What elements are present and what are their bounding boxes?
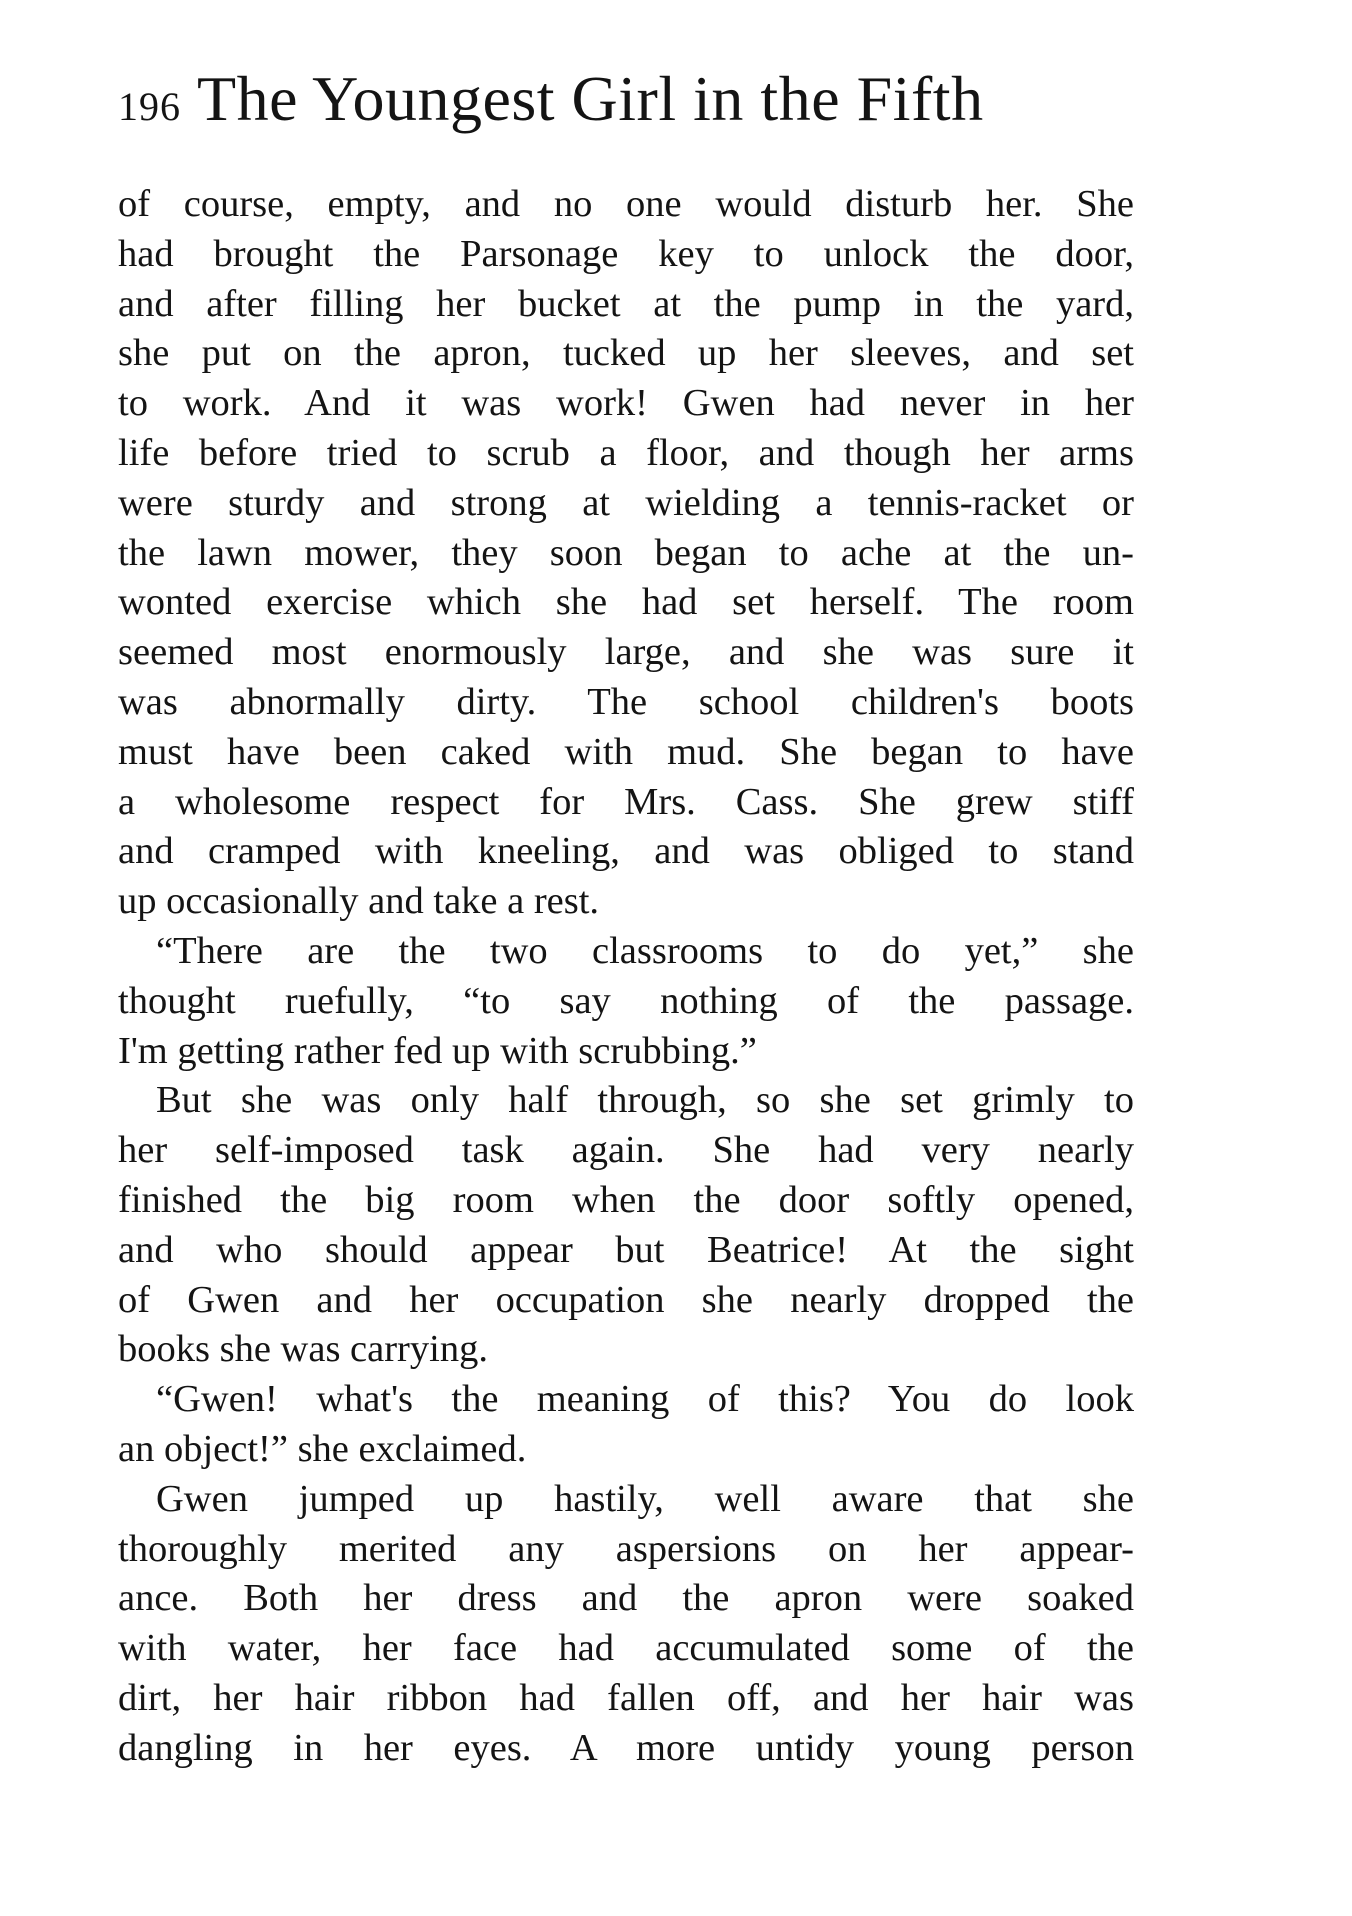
text-line: wonted exercise which she had set herself. The room (118, 581, 1134, 624)
text-line: her self-imposed task again. She had very nearly (118, 1129, 1134, 1172)
text-line: Gwen jumped up hastily, well aware that she (156, 1477, 1134, 1520)
text-line: a wholesome respect for Mrs. Cass. She grew stiff (118, 780, 1134, 823)
text-line: of course, empty, and no one would disturb her. She (118, 183, 1134, 225)
text-line: must have been caked with mud. She began to have (118, 730, 1134, 773)
text-line: of Gwen and her occupation she nearly dropped the (118, 1278, 1134, 1321)
running-header (118, 62, 984, 142)
text-line: books she was carrying. (118, 1328, 488, 1371)
text-line: thought ruefully, “to say nothing of the passage. (118, 979, 1134, 1022)
text-line: thoroughly merited any aspersions on her appear- (118, 1527, 1134, 1570)
text-line: finished the big room when the door softly opened, (118, 1178, 1134, 1221)
text-line: and who should appear but Beatrice! At the sight (118, 1228, 1134, 1271)
text-line: and cramped with kneeling, and was obliged to stand (118, 830, 1134, 873)
text-line: up occasionally and take a rest. (118, 880, 600, 923)
text-line: “There are the two classrooms to do yet,” she (156, 929, 1134, 972)
text-line: But she was only half through, so she set grimly to (156, 1079, 1134, 1122)
body-text (118, 180, 1134, 1774)
text-line: to work. And it was work! Gwen had never in her (118, 382, 1134, 425)
text-line: with water, her face had accumulated some of the (118, 1627, 1134, 1670)
text-line: dangling in her eyes. A more untidy young person (118, 1726, 1134, 1769)
text-line: had brought the Parsonage key to unlock the door, (118, 232, 1134, 275)
text-line: seemed most enormously large, and she was sure it (118, 631, 1134, 674)
text-line: life before tried to scrub a floor, and though her arms (118, 431, 1134, 474)
running-title: The Youngest Girl in the Fifth (197, 63, 984, 134)
text-line: “Gwen! what's the meaning of this? You do look (156, 1378, 1134, 1421)
text-line: and after filling her bucket at the pump in the yard, (118, 282, 1134, 325)
text-line: she put on the apron, tucked up her sleeves, and set (118, 332, 1134, 375)
text-line: an object!” she exclaimed. (118, 1427, 527, 1470)
text-line: the lawn mower, they soon began to ache at the un- (118, 531, 1134, 574)
text-line: dirt, her hair ribbon had fallen off, and her hair was (118, 1676, 1134, 1719)
page-number: 196 (118, 84, 181, 129)
text-line: ance. Both her dress and the apron were soaked (118, 1577, 1134, 1620)
text-line: I'm getting rather fed up with scrubbing.” (118, 1029, 757, 1072)
text-line: were sturdy and strong at wielding a tennis-racket or (118, 481, 1134, 524)
text-line: was abnormally dirty. The school children's boots (118, 680, 1134, 723)
